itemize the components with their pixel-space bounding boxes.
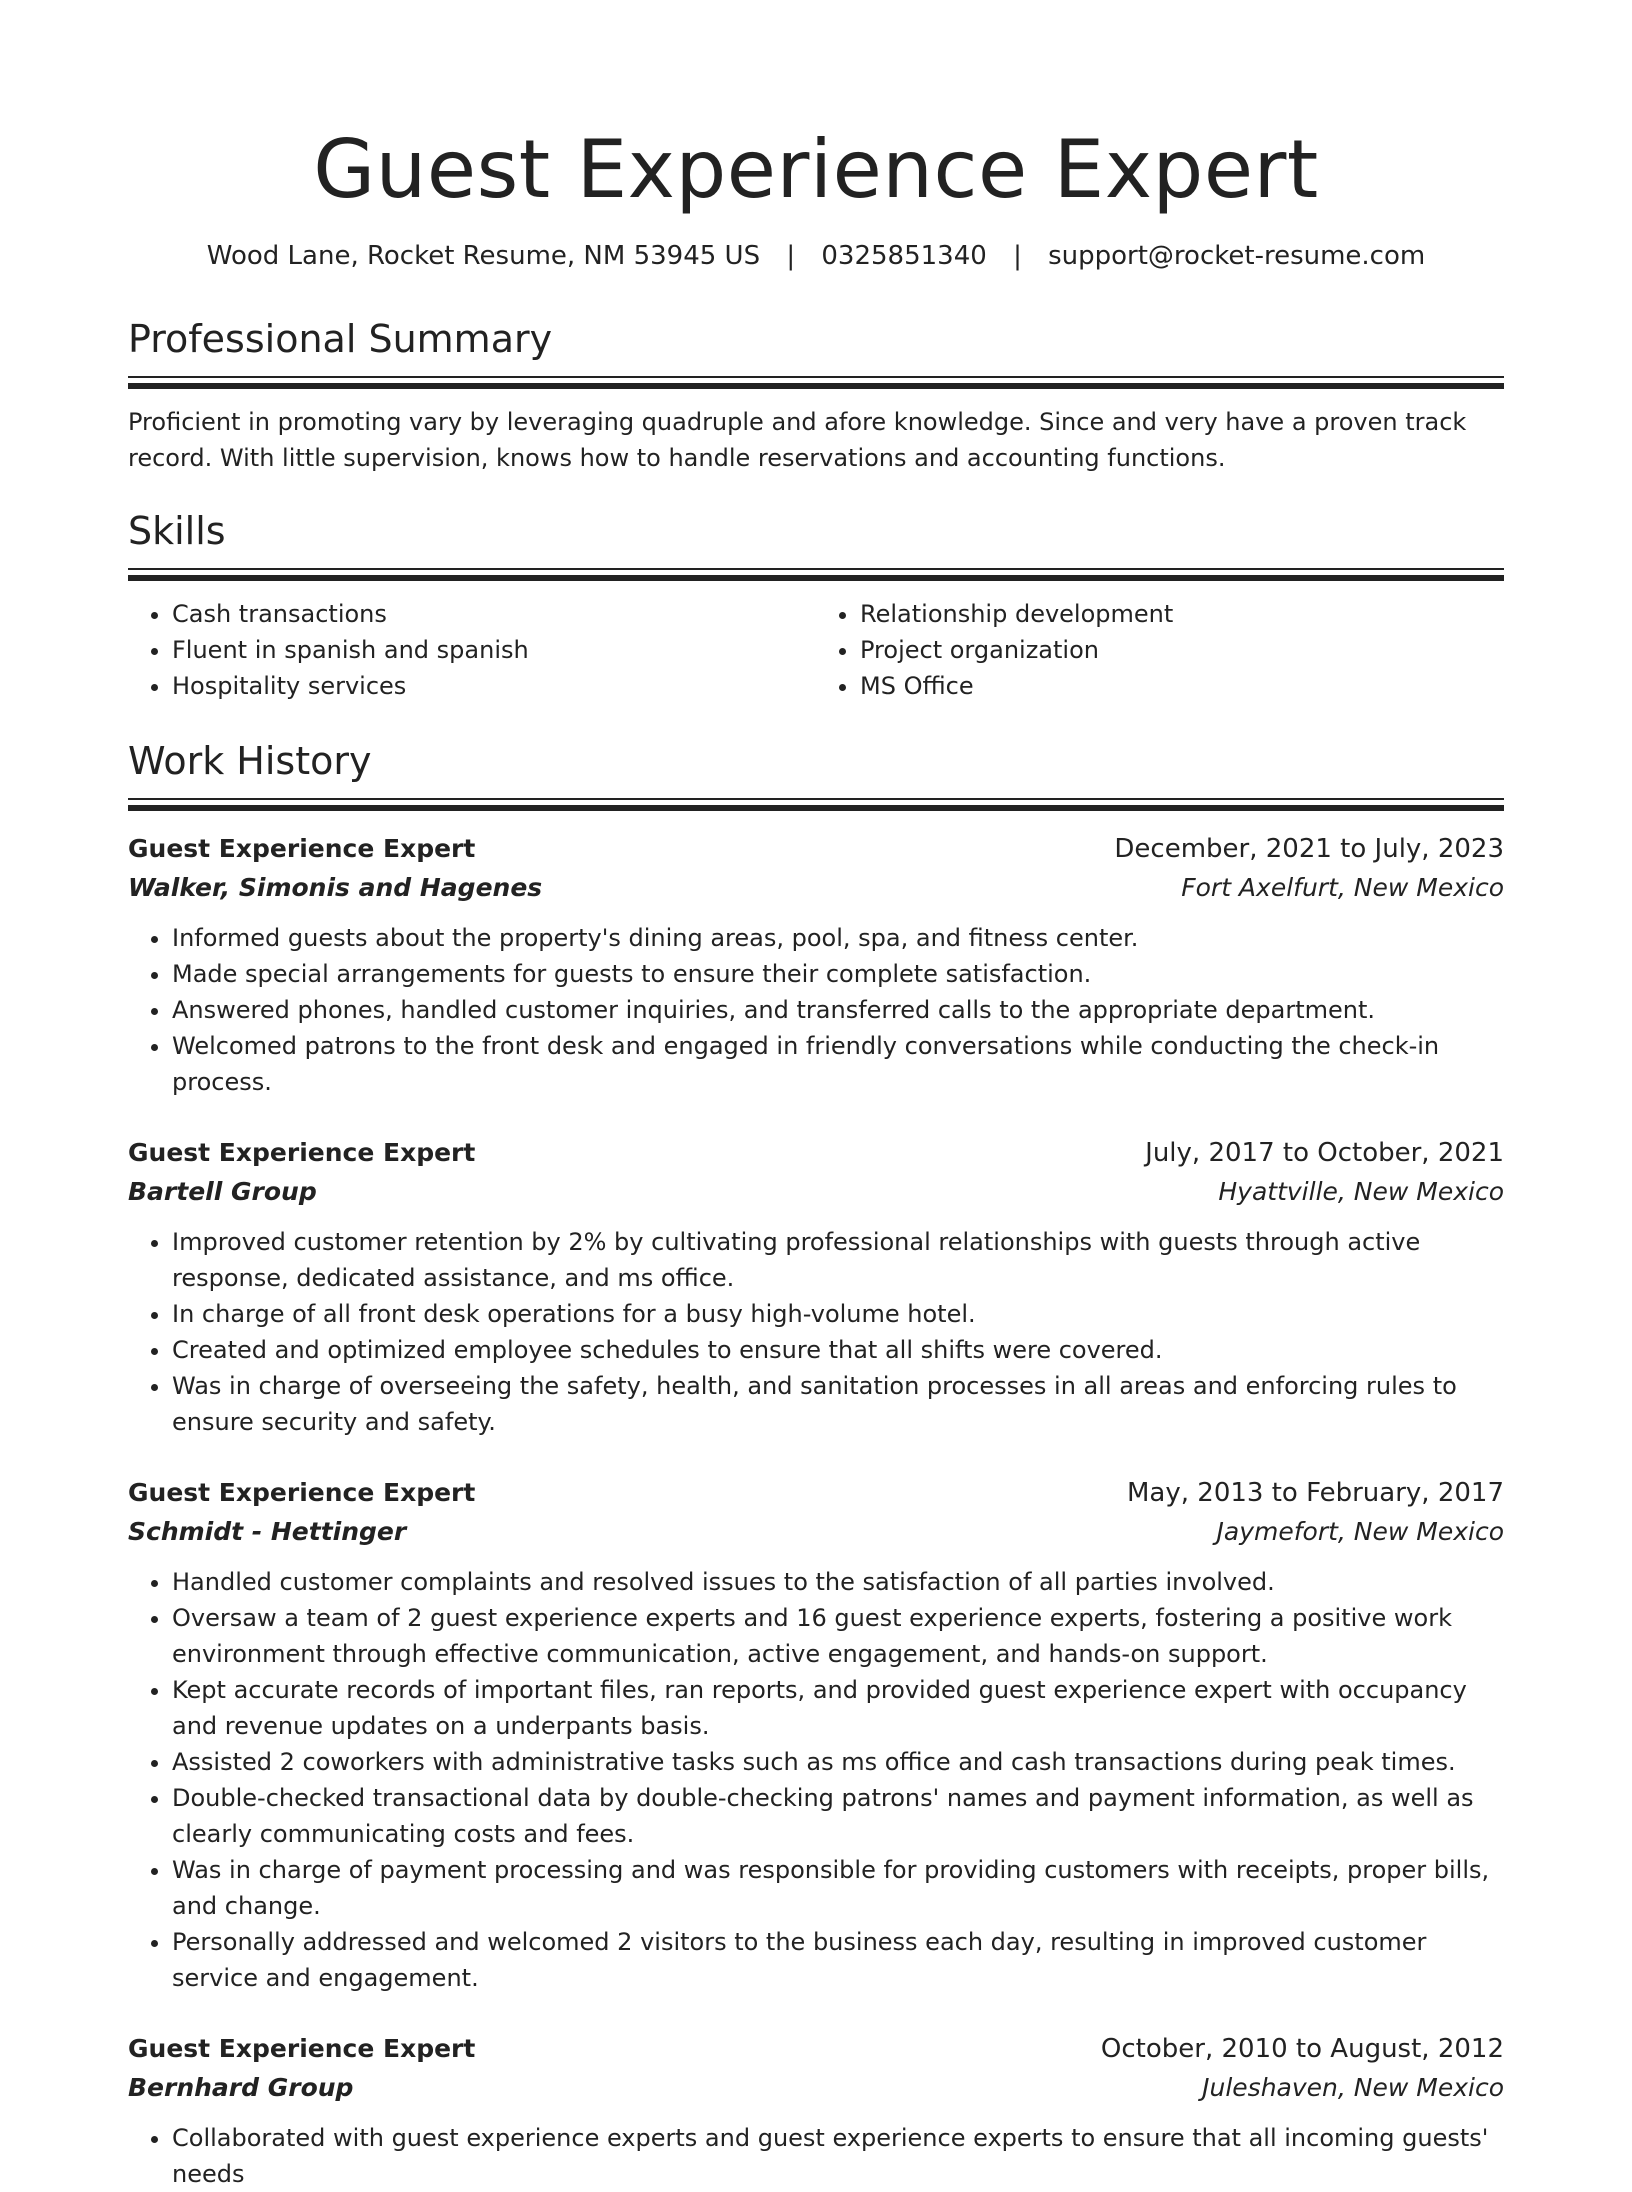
professional-summary-section: [128, 314, 1504, 476]
skill-item: • MS Office: [860, 668, 1504, 704]
job-dates: December, 2021 to July, 2023: [1114, 834, 1504, 864]
section-title: Work History: [128, 739, 372, 783]
contact-email: support@rocket-resume.com: [1048, 241, 1426, 271]
job-bullet: • Welcomed patrons to the front desk and engaged in friendly conversations while conducting the check-in process.: [172, 1028, 1504, 1100]
resume-page: [128, 0, 1504, 2192]
job-location: Fort Axelfurt, New Mexico: [1181, 873, 1504, 902]
job-bullets: [128, 1224, 1504, 1440]
job-location: Hyattville, New Mexico: [1218, 1177, 1504, 1206]
job-bullet: • In charge of all front desk operations for a busy high-volume hotel.: [172, 1296, 1504, 1332]
job-bullet: • Informed guests about the property's dining areas, pool, spa, and fitness center.: [172, 920, 1504, 956]
job-dates: October, 2010 to August, 2012: [1100, 2034, 1504, 2064]
contact-separator: |: [1013, 241, 1022, 271]
job-bullet: • Answered phones, handled customer inquiries, and transferred calls to the appropriate department.: [172, 992, 1504, 1028]
job-location: Juleshaven, New Mexico: [1202, 2073, 1504, 2102]
job-entry: [128, 1134, 1504, 1440]
contact-line: [128, 238, 1504, 274]
skills-column-left: [128, 596, 816, 704]
skill-item: • Project organization: [860, 632, 1504, 668]
job-bullet: • Double-checked transactional data by double-checking patrons' names and payment information, as well as clearly communicating costs and fees.: [172, 1780, 1504, 1852]
section-divider: [128, 798, 1504, 812]
job-entry: [128, 2030, 1504, 2192]
job-bullets: [128, 1564, 1504, 1996]
section-divider: [128, 568, 1504, 582]
job-bullet: • Made special arrangements for guests to ensure their complete satisfaction.: [172, 956, 1504, 992]
job-company: Bernhard Group: [128, 2073, 354, 2102]
job-bullets: [128, 2120, 1504, 2192]
section-divider: [128, 376, 1504, 390]
job-bullet: • Assisted 2 coworkers with administrative tasks such as ms office and cash transactions during peak times.: [172, 1744, 1504, 1780]
skills-grid: [128, 596, 1504, 704]
job-bullet: • Collaborated with guest experience experts and guest experience experts to ensure that all incoming guests' needs: [172, 2120, 1504, 2192]
summary-text: Proficient in promoting vary by leveraging quadruple and afore knowledge. Since and very have a proven track record. With little supervision, knows how to handle reservations and accounting functions.: [128, 408, 1467, 472]
resume-name: Guest Experience Expert: [313, 123, 1319, 216]
job-bullet: • Improved customer retention by 2% by cultivating professional relationships with guests through active response, dedicated assistance, and ms office.: [172, 1224, 1504, 1296]
section-title: Professional Summary: [128, 317, 553, 361]
job-bullet: • Kept accurate records of important files, ran reports, and provided guest experience expert with occupancy and revenue updates on a underpants basis.: [172, 1672, 1504, 1744]
skill-item: • Relationship development: [860, 596, 1504, 632]
job-company: Walker, Simonis and Hagenes: [128, 873, 543, 902]
job-bullets: [128, 920, 1504, 1100]
skill-item: • Cash transactions: [172, 596, 816, 632]
skill-item: • Fluent in spanish and spanish: [172, 632, 816, 668]
section-title: Skills: [128, 509, 226, 553]
job-company: Bartell Group: [128, 1177, 317, 1206]
job-entry: [128, 830, 1504, 1100]
job-bullet: • Was in charge of overseeing the safety, health, and sanitation processes in all areas and enforcing rules to ensure security and safety.: [172, 1368, 1504, 1440]
job-bullet: • Handled customer complaints and resolved issues to the satisfaction of all parties involved.: [172, 1564, 1504, 1600]
job-bullet: • Created and optimized employee schedules to ensure that all shifts were covered.: [172, 1332, 1504, 1368]
contact-address: Wood Lane, Rocket Resume, NM 53945 US: [206, 241, 761, 271]
contact-separator: |: [786, 241, 796, 271]
skill-item: • Hospitality services: [172, 668, 816, 704]
job-bullet: • Oversaw a team of 2 guest experience experts and 16 guest experience experts, fostering a positive work environment through effective communication, active engagement, and hands-on support.: [172, 1600, 1504, 1672]
skills-column-right: [816, 596, 1504, 704]
job-title: Guest Experience Expert: [128, 1138, 476, 1167]
job-company: Schmidt - Hettinger: [128, 1517, 407, 1546]
job-dates: May, 2013 to February, 2017: [1127, 1478, 1504, 1508]
job-bullet: • Was in charge of payment processing and was responsible for providing customers with receipts, proper bills, and change.: [172, 1852, 1504, 1924]
contact-phone: 0325851340: [821, 241, 987, 271]
job-entry: [128, 1474, 1504, 1996]
job-location: Jaymefort, New Mexico: [1216, 1517, 1504, 1546]
skills-section: [128, 506, 1504, 704]
job-dates: July, 2017 to October, 2021: [1145, 1138, 1504, 1168]
job-bullet: • Personally addressed and welcomed 2 visitors to the business each day, resulting in improved customer service and engagement.: [172, 1924, 1504, 1996]
work-history-section: [128, 736, 1504, 2192]
job-title: Guest Experience Expert: [128, 2034, 476, 2063]
job-title: Guest Experience Expert: [128, 1478, 476, 1507]
job-title: Guest Experience Expert: [128, 834, 476, 863]
